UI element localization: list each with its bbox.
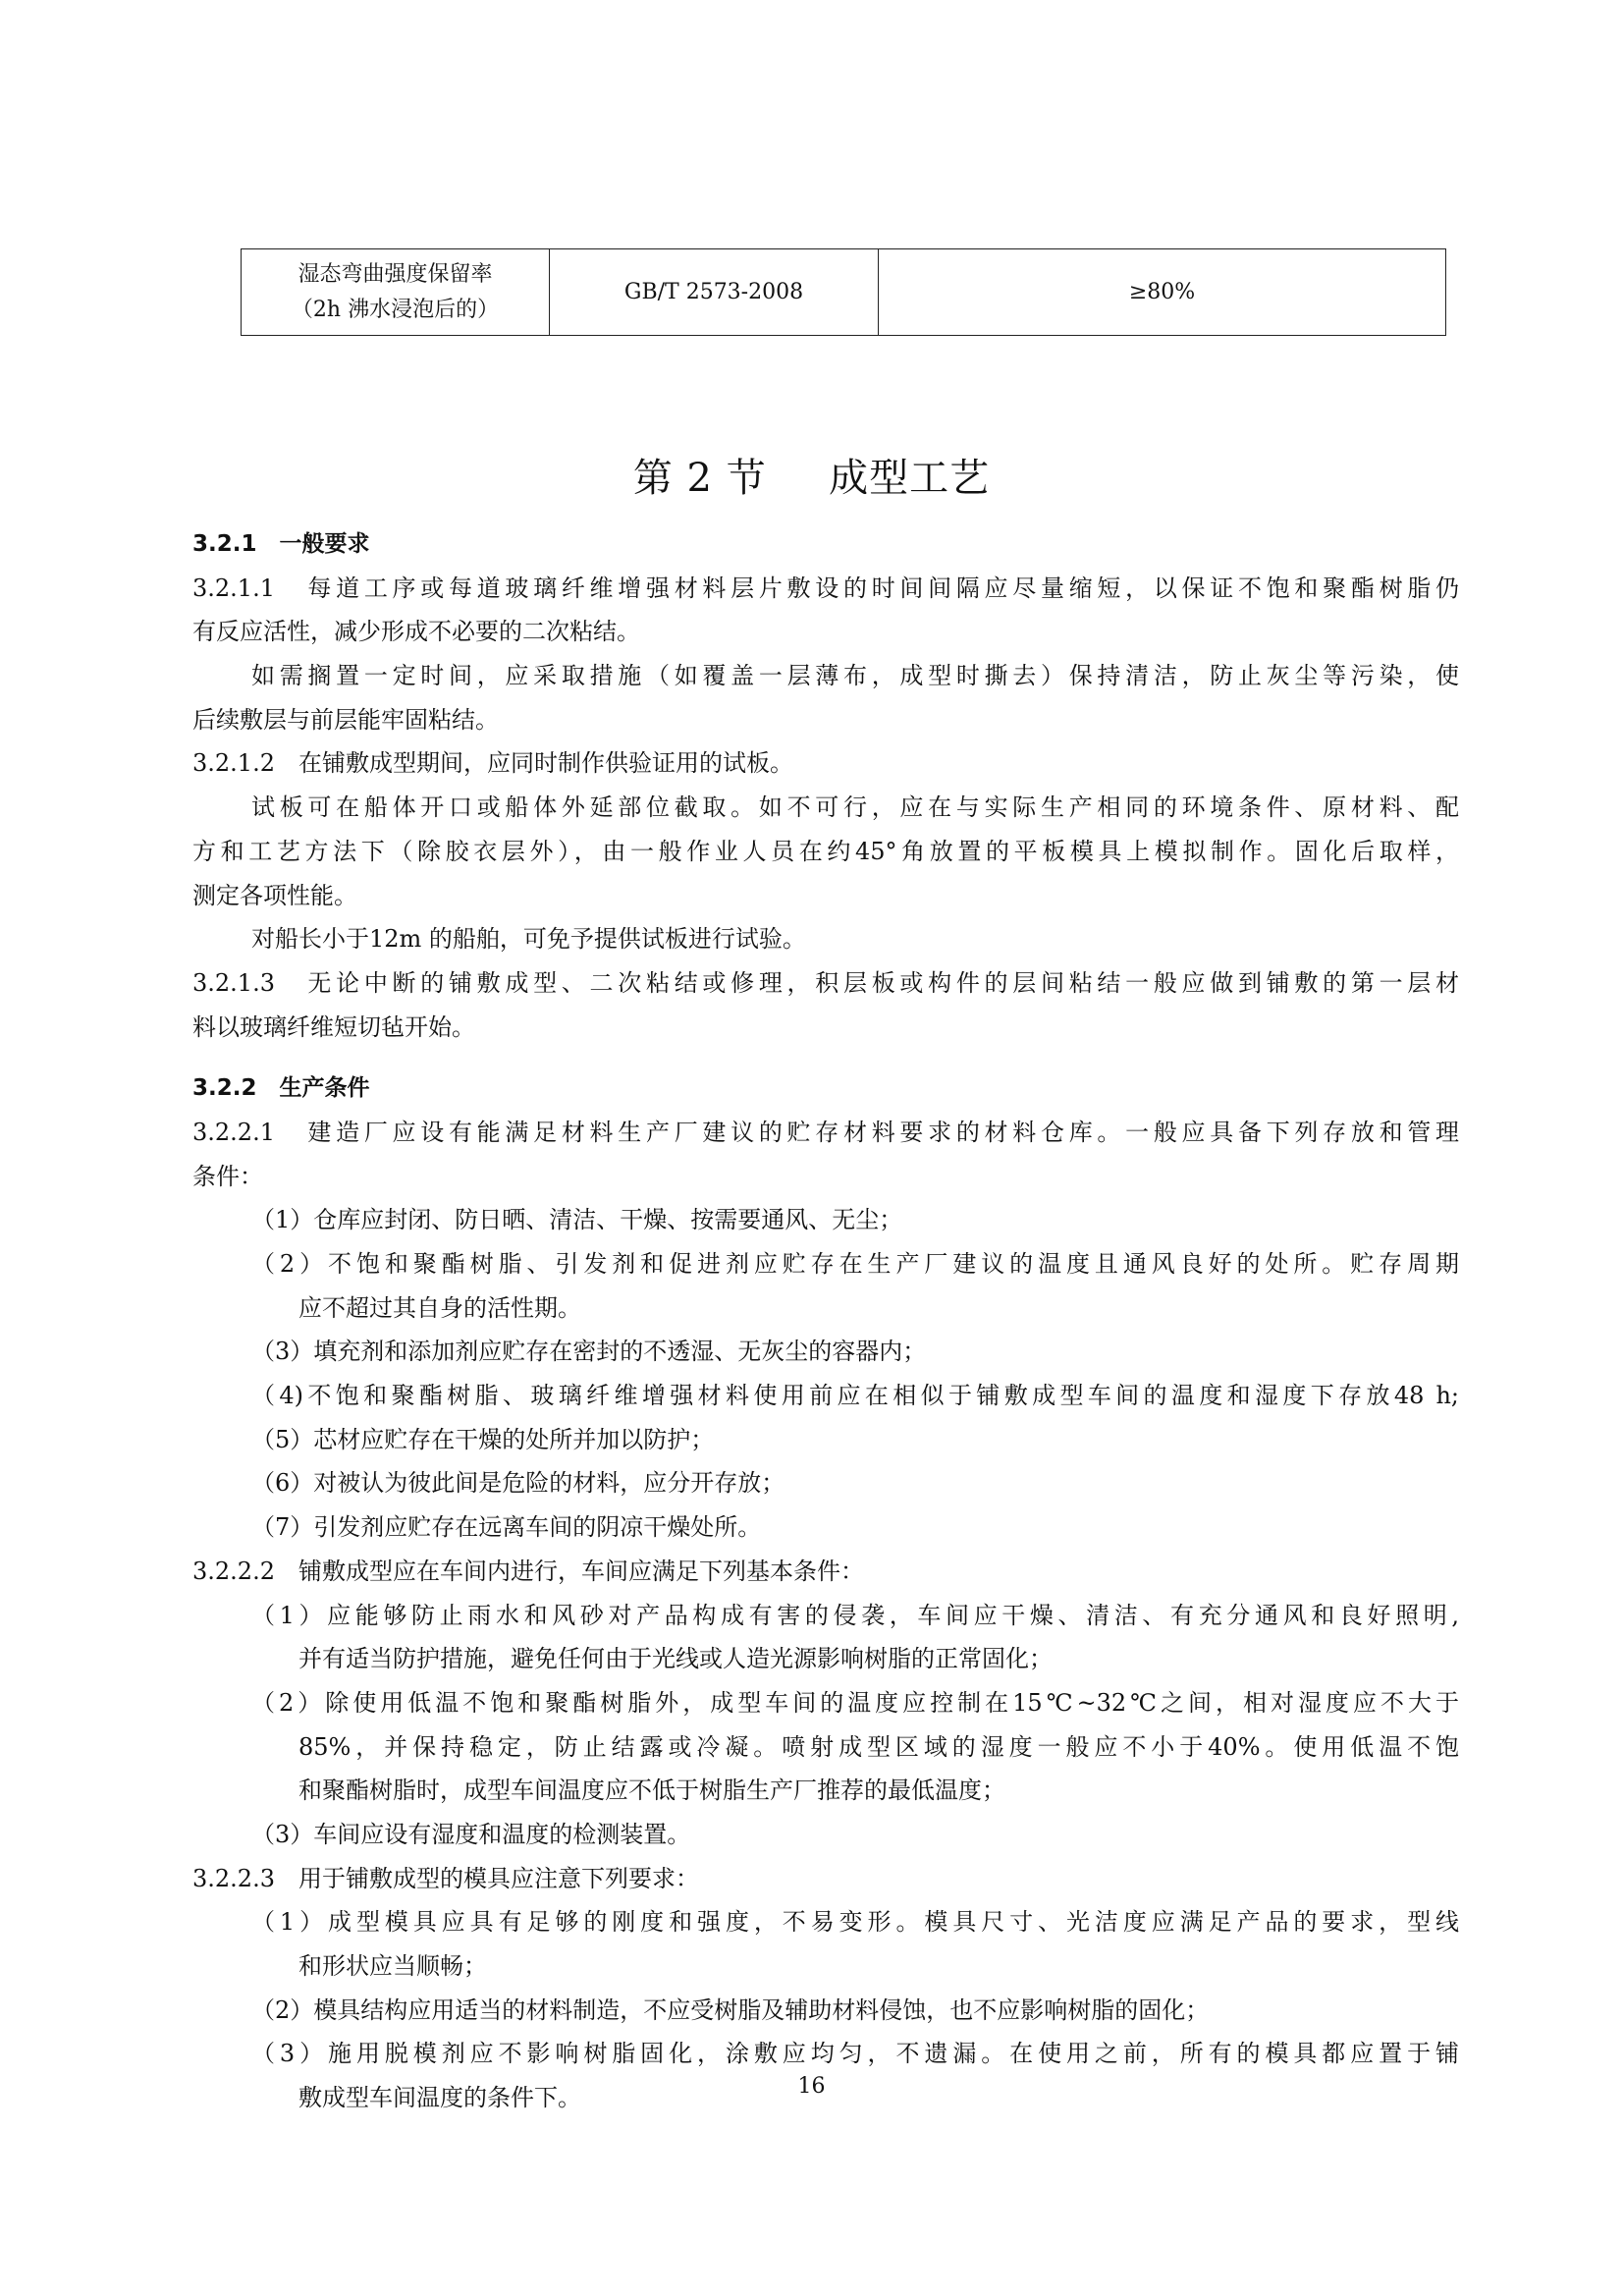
paragraph-line: 方和工艺方法下（除胶衣层外），由一般作业人员在约45°角放置的平板模具上模拟制作。固化后取样， [192, 837, 1459, 865]
list-item: （7）引发剂应贮存在远离车间的阴凉干燥处所。 [251, 1513, 762, 1542]
section-suffix: 节 [726, 456, 767, 501]
list-item: （1）成型模具应具有足够的刚度和强度，不易变形。模具尺寸、光洁度应满足产品的要求，型线 [251, 1908, 1459, 1937]
list-item-continuation: 和聚酯树脂时，成型车间温度应不低于树脂生产厂推荐的最低温度； [298, 1777, 1005, 1805]
list-item-continuation: 85%，并保持稳定，防止结露或冷凝。喷射成型区域的湿度一般应不小于40%。使用低温不饱 [298, 1732, 1459, 1761]
list-item: （2）模具结构应用适当的材料制造，不应受树脂及辅助材料侵蚀，也不应影响树脂的固化； [251, 1995, 1210, 2024]
list-item: （4)不饱和聚酯树脂、玻璃纤维增强材料使用前应在相似于铺敷成型车间的温度和湿度下存放48 h; [251, 1382, 1459, 1410]
paragraph-line: 后续敷层与前层能牢固粘结。 [192, 705, 499, 734]
paragraph-line: 条件： [192, 1162, 263, 1190]
list-item: （3）施用脱模剂应不影响树脂固化，涂敷应均匀，不遗漏。在使用之前，所有的模具都应置于铺 [251, 2040, 1459, 2068]
section-name: 成型工艺 [829, 456, 991, 501]
list-item-continuation: 应不超过其自身的活性期。 [298, 1293, 581, 1322]
paragraph-line: 3.2.1.3 无论中断的铺敷成型、二次粘结或修理，积层板或构件的层间粘结一般应做到铺敷的第一层材 [192, 968, 1459, 997]
paragraph-line: 对船长小于12m 的船舶，可免予提供试板进行试验。 [251, 925, 806, 954]
paragraph-line: 3.2.2.1 建造厂应设有能满足材料生产厂建议的贮存材料要求的材料仓库。一般应具备下列存放和管理 [192, 1118, 1459, 1146]
paragraph-line: 试板可在船体开口或船体外延部位截取。如不可行，应在与实际生产相同的环境条件、原材料、配 [251, 793, 1459, 822]
page-number: 16 [797, 2074, 826, 2099]
property-cell [242, 249, 550, 336]
property-name: 湿态弯曲强度保留率 [298, 261, 493, 287]
section-title [0, 447, 1623, 503]
paragraph-line: 3.2.2.3 用于铺敷成型的模具应注意下列要求： [192, 1864, 699, 1892]
standard-cell: GB/T 2573-2008 [550, 249, 879, 336]
paragraph-line: 测定各项性能。 [192, 881, 357, 909]
list-item-continuation: 敷成型车间温度的条件下。 [298, 2084, 581, 2112]
section-prefix: 第 [632, 456, 674, 501]
heading-3-2-2: 3.2.2 生产条件 [192, 1075, 370, 1102]
list-item: （6）对被认为彼此间是危险的材料，应分开存放； [251, 1469, 785, 1498]
list-item: （1）应能够防止雨水和风砂对产品构成有害的侵袭，车间应干燥、清洁、有充分通风和良好照明, [251, 1601, 1459, 1629]
paragraph-line: 如需搁置一定时间，应采取措施（如覆盖一层薄布，成型时撕去）保持清洁，防止灰尘等污染，使 [251, 662, 1459, 690]
section-number: 2 [686, 456, 713, 501]
list-item: （3）填充剂和添加剂应贮存在密封的不透湿、无灰尘的容器内； [251, 1338, 927, 1366]
body-text [192, 522, 1459, 2120]
list-item: （3）车间应设有湿度和温度的检测装置。 [251, 1820, 691, 1848]
list-item: （5）芯材应贮存在干燥的处所并加以防护； [251, 1425, 715, 1453]
heading-3-2-1: 3.2.1 一般要求 [192, 531, 370, 557]
paragraph-line: 3.2.1.1 每道工序或每道玻璃纤维增强材料层片敷设的时间间隔应尽量缩短，以保证不饱和聚酯树脂仍 [192, 574, 1459, 602]
paragraph-line: 3.2.2.2 铺敷成型应在车间内进行，车间应满足下列基本条件： [192, 1557, 864, 1585]
list-item-continuation: 和形状应当顺畅； [298, 1952, 487, 1980]
property-condition: （2h 沸水浸泡后的） [291, 297, 500, 322]
list-item: （1）仓库应封闭、防日晒、清洁、干燥、按需要通风、无尘； [251, 1206, 903, 1234]
list-item-continuation: 并有适当防护措施，避免任何由于光线或人造光源影响树脂的正常固化； [298, 1645, 1053, 1673]
paragraph-line: 有反应活性，减少形成不必要的二次粘结。 [192, 618, 640, 646]
paragraph-line: 料以玻璃纤维短切毡开始。 [192, 1012, 475, 1041]
value-cell: ≥80% [879, 249, 1446, 336]
table-row [242, 249, 1446, 336]
list-item: （2）除使用低温不饱和聚酯树脂外，成型车间的温度应控制在15℃~32℃之间，相对湿度应不大于 [251, 1688, 1459, 1717]
list-item: （2）不饱和聚酯树脂、引发剂和促进剂应贮存在生产厂建议的温度且通风良好的处所。贮存周期 [251, 1250, 1459, 1278]
paragraph-line: 3.2.1.2 在铺敷成型期间，应同时制作供验证用的试板。 [192, 749, 793, 778]
property-table [241, 248, 1446, 336]
